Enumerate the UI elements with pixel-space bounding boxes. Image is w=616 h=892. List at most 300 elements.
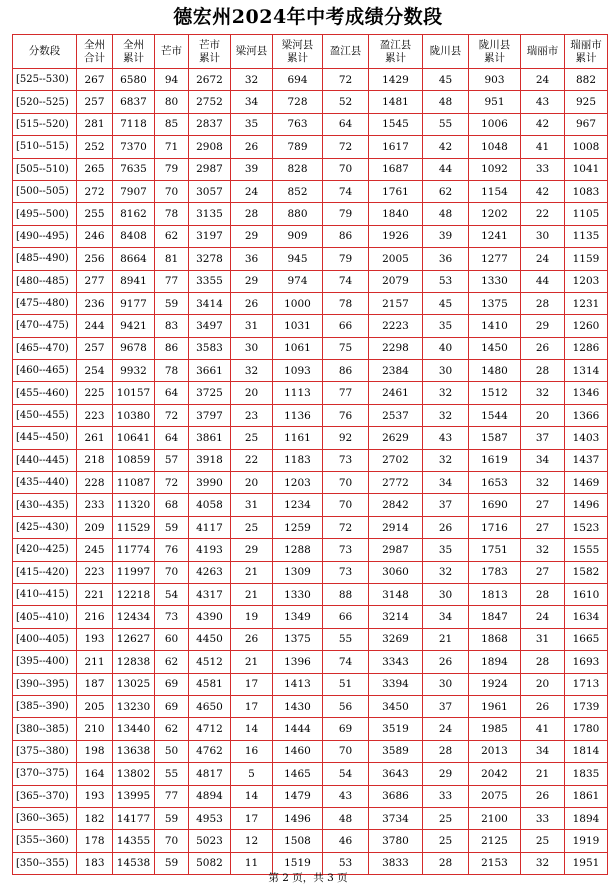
table-cell: 1653 bbox=[469, 472, 521, 494]
table-cell: 55 bbox=[155, 763, 189, 785]
table-cell: 1951 bbox=[565, 852, 608, 874]
table-cell: 85 bbox=[155, 113, 189, 135]
table-cell: 28 bbox=[423, 852, 469, 874]
table-cell: 267 bbox=[77, 69, 113, 91]
table-cell: 945 bbox=[273, 248, 323, 270]
table-cell: 1061 bbox=[273, 337, 323, 359]
table-cell: 2842 bbox=[369, 494, 423, 516]
table-cell: 12627 bbox=[113, 628, 155, 650]
table-cell: 32 bbox=[423, 449, 469, 471]
table-cell: 7907 bbox=[113, 180, 155, 202]
table-cell: 1496 bbox=[273, 807, 323, 829]
table-cell: 1479 bbox=[273, 785, 323, 807]
table-cell: 8162 bbox=[113, 203, 155, 225]
table-cell: 2772 bbox=[369, 472, 423, 494]
table-cell: 1437 bbox=[565, 449, 608, 471]
table-cell: 59 bbox=[155, 852, 189, 874]
table-cell: 1610 bbox=[565, 583, 608, 605]
table-cell: 925 bbox=[565, 91, 608, 113]
table-cell: 76 bbox=[323, 404, 369, 426]
table-cell: 20 bbox=[231, 472, 273, 494]
table-cell: 1444 bbox=[273, 718, 323, 740]
table-cell: 30 bbox=[521, 225, 565, 247]
table-cell: 27 bbox=[521, 516, 565, 538]
table-cell: 42 bbox=[521, 113, 565, 135]
table-cell: 1154 bbox=[469, 180, 521, 202]
table-row bbox=[13, 740, 608, 762]
table-row bbox=[13, 113, 608, 135]
table-cell: 11087 bbox=[113, 472, 155, 494]
table-cell: 12 bbox=[231, 830, 273, 852]
table-row bbox=[13, 136, 608, 158]
table-cell: 55 bbox=[323, 628, 369, 650]
table-cell: 28 bbox=[231, 203, 273, 225]
table-cell: 26 bbox=[423, 516, 469, 538]
table-cell: 11529 bbox=[113, 516, 155, 538]
table-cell: 1924 bbox=[469, 673, 521, 695]
table-cell: 2153 bbox=[469, 852, 521, 874]
table-cell: 728 bbox=[273, 91, 323, 113]
table-cell: 13638 bbox=[113, 740, 155, 762]
table-cell: 1481 bbox=[369, 91, 423, 113]
table-cell: 26 bbox=[231, 628, 273, 650]
table-cell: 77 bbox=[323, 382, 369, 404]
page-title: 德宏州2024年中考成绩分数段 bbox=[173, 6, 443, 28]
table-cell: 281 bbox=[77, 113, 113, 135]
table-cell: 34 bbox=[521, 740, 565, 762]
score-range-cell: [360--365) bbox=[13, 807, 77, 829]
table-cell: 10380 bbox=[113, 404, 155, 426]
table-cell: 2672 bbox=[189, 69, 231, 91]
table-cell: 86 bbox=[323, 360, 369, 382]
table-row bbox=[13, 830, 608, 852]
table-cell: 43 bbox=[521, 91, 565, 113]
table-cell: 1985 bbox=[469, 718, 521, 740]
score-range-cell: [430--435) bbox=[13, 494, 77, 516]
table-cell: 75 bbox=[323, 337, 369, 359]
table-cell: 17 bbox=[231, 695, 273, 717]
table-cell: 4712 bbox=[189, 718, 231, 740]
table-cell: 909 bbox=[273, 225, 323, 247]
table-cell: 3725 bbox=[189, 382, 231, 404]
table-cell: 4817 bbox=[189, 763, 231, 785]
table-cell: 255 bbox=[77, 203, 113, 225]
table-cell: 272 bbox=[77, 180, 113, 202]
table-cell: 28 bbox=[521, 292, 565, 314]
table-cell: 33 bbox=[521, 158, 565, 180]
table-cell: 54 bbox=[155, 583, 189, 605]
table-cell: 1840 bbox=[369, 203, 423, 225]
table-cell: 2223 bbox=[369, 315, 423, 337]
column-header: 分数段 bbox=[13, 35, 77, 69]
table-cell: 30 bbox=[423, 583, 469, 605]
table-cell: 29 bbox=[423, 763, 469, 785]
table-cell: 48 bbox=[423, 203, 469, 225]
table-cell: 1544 bbox=[469, 404, 521, 426]
table-cell: 2987 bbox=[369, 539, 423, 561]
table-row bbox=[13, 606, 608, 628]
table-cell: 178 bbox=[77, 830, 113, 852]
score-range-cell: [410--415) bbox=[13, 583, 77, 605]
table-cell: 1366 bbox=[565, 404, 608, 426]
table-cell: 25 bbox=[231, 516, 273, 538]
table-cell: 32 bbox=[521, 539, 565, 561]
table-cell: 1919 bbox=[565, 830, 608, 852]
table-cell: 26 bbox=[423, 651, 469, 673]
table-cell: 3734 bbox=[369, 807, 423, 829]
table-cell: 1135 bbox=[565, 225, 608, 247]
table-cell: 20 bbox=[521, 404, 565, 426]
page-footer: 第 2 页，共 3 页 bbox=[268, 872, 348, 884]
table-cell: 21 bbox=[231, 651, 273, 673]
score-range-cell: [450--455) bbox=[13, 404, 77, 426]
table-row bbox=[13, 292, 608, 314]
score-range-cell: [380--385) bbox=[13, 718, 77, 740]
table-cell: 73 bbox=[323, 539, 369, 561]
table-cell: 974 bbox=[273, 270, 323, 292]
table-cell: 1847 bbox=[469, 606, 521, 628]
table-cell: 33 bbox=[423, 785, 469, 807]
table-cell: 29 bbox=[231, 539, 273, 561]
table-cell: 11 bbox=[231, 852, 273, 874]
table-row bbox=[13, 337, 608, 359]
score-range-cell: [365--370) bbox=[13, 785, 77, 807]
score-range-cell: [465--470) bbox=[13, 337, 77, 359]
table-row bbox=[13, 360, 608, 382]
table-cell: 4581 bbox=[189, 673, 231, 695]
table-cell: 24 bbox=[423, 718, 469, 740]
column-header: 梁河县 累计 bbox=[273, 35, 323, 69]
table-cell: 4117 bbox=[189, 516, 231, 538]
table-cell: 9678 bbox=[113, 337, 155, 359]
table-cell: 32 bbox=[423, 561, 469, 583]
table-cell: 1396 bbox=[273, 651, 323, 673]
table-cell: 69 bbox=[155, 695, 189, 717]
table-cell: 72 bbox=[323, 69, 369, 91]
table-cell: 3661 bbox=[189, 360, 231, 382]
table-cell: 1429 bbox=[369, 69, 423, 91]
table-cell: 35 bbox=[231, 113, 273, 135]
table-cell: 34 bbox=[231, 91, 273, 113]
table-row bbox=[13, 807, 608, 829]
score-range-cell: [415--420) bbox=[13, 561, 77, 583]
table-cell: 1375 bbox=[469, 292, 521, 314]
table-cell: 39 bbox=[231, 158, 273, 180]
table-body bbox=[13, 69, 608, 875]
table-cell: 24 bbox=[521, 606, 565, 628]
table-cell: 22 bbox=[231, 449, 273, 471]
score-distribution-table bbox=[12, 34, 608, 875]
table-cell: 7370 bbox=[113, 136, 155, 158]
table-row bbox=[13, 91, 608, 113]
table-cell: 1761 bbox=[369, 180, 423, 202]
score-range-cell: [440--445) bbox=[13, 449, 77, 471]
table-row bbox=[13, 203, 608, 225]
table-cell: 3394 bbox=[369, 673, 423, 695]
table-cell: 1469 bbox=[565, 472, 608, 494]
table-cell: 8664 bbox=[113, 248, 155, 270]
table-cell: 3278 bbox=[189, 248, 231, 270]
table-row bbox=[13, 516, 608, 538]
table-cell: 73 bbox=[323, 449, 369, 471]
score-range-cell: [500--505) bbox=[13, 180, 77, 202]
score-range-cell: [505--510) bbox=[13, 158, 77, 180]
table-cell: 42 bbox=[521, 180, 565, 202]
table-cell: 1783 bbox=[469, 561, 521, 583]
table-cell: 26 bbox=[521, 695, 565, 717]
table-cell: 2629 bbox=[369, 427, 423, 449]
table-cell: 1480 bbox=[469, 360, 521, 382]
table-cell: 3450 bbox=[369, 695, 423, 717]
table-cell: 1545 bbox=[369, 113, 423, 135]
table-cell: 3148 bbox=[369, 583, 423, 605]
table-cell: 3355 bbox=[189, 270, 231, 292]
table-cell: 223 bbox=[77, 561, 113, 583]
table-cell: 3519 bbox=[369, 718, 423, 740]
table-cell: 70 bbox=[323, 494, 369, 516]
table-cell: 80 bbox=[155, 91, 189, 113]
table-cell: 26 bbox=[231, 292, 273, 314]
table-cell: 1113 bbox=[273, 382, 323, 404]
table-cell: 17 bbox=[231, 807, 273, 829]
table-cell: 56 bbox=[323, 695, 369, 717]
table-cell: 29 bbox=[231, 225, 273, 247]
table-cell: 265 bbox=[77, 158, 113, 180]
table-cell: 35 bbox=[423, 539, 469, 561]
table-cell: 55 bbox=[423, 113, 469, 135]
table-cell: 26 bbox=[521, 785, 565, 807]
table-cell: 694 bbox=[273, 69, 323, 91]
table-cell: 81 bbox=[155, 248, 189, 270]
table-cell: 1716 bbox=[469, 516, 521, 538]
score-range-cell: [455--460) bbox=[13, 382, 77, 404]
table-cell: 70 bbox=[155, 830, 189, 852]
table-cell: 1136 bbox=[273, 404, 323, 426]
table-cell: 1183 bbox=[273, 449, 323, 471]
table-cell: 32 bbox=[423, 404, 469, 426]
table-cell: 3686 bbox=[369, 785, 423, 807]
table-cell: 1926 bbox=[369, 225, 423, 247]
table-cell: 3497 bbox=[189, 315, 231, 337]
table-cell: 25 bbox=[423, 807, 469, 829]
score-range-cell: [515--520) bbox=[13, 113, 77, 135]
table-cell: 3414 bbox=[189, 292, 231, 314]
table-cell: 74 bbox=[323, 180, 369, 202]
table-cell: 14 bbox=[231, 718, 273, 740]
table-cell: 1508 bbox=[273, 830, 323, 852]
table-cell: 79 bbox=[155, 158, 189, 180]
table-cell: 31 bbox=[521, 628, 565, 650]
table-cell: 42 bbox=[423, 136, 469, 158]
table-cell: 3135 bbox=[189, 203, 231, 225]
table-cell: 10641 bbox=[113, 427, 155, 449]
table-row bbox=[13, 651, 608, 673]
table-cell: 198 bbox=[77, 740, 113, 762]
table-cell: 59 bbox=[155, 516, 189, 538]
score-range-cell: [385--390) bbox=[13, 695, 77, 717]
table-cell: 1713 bbox=[565, 673, 608, 695]
table-cell: 2298 bbox=[369, 337, 423, 359]
table-cell: 32 bbox=[521, 852, 565, 874]
table-cell: 21 bbox=[231, 561, 273, 583]
table-cell: 45 bbox=[423, 292, 469, 314]
table-cell: 1582 bbox=[565, 561, 608, 583]
table-cell: 11774 bbox=[113, 539, 155, 561]
table-cell: 30 bbox=[423, 673, 469, 695]
table-cell: 1286 bbox=[565, 337, 608, 359]
table-cell: 182 bbox=[77, 807, 113, 829]
table-cell: 2461 bbox=[369, 382, 423, 404]
table-cell: 2079 bbox=[369, 270, 423, 292]
table-cell: 1375 bbox=[273, 628, 323, 650]
table-cell: 70 bbox=[155, 561, 189, 583]
table-cell: 57 bbox=[155, 449, 189, 471]
table-cell: 1835 bbox=[565, 763, 608, 785]
table-cell: 16 bbox=[231, 740, 273, 762]
table-cell: 64 bbox=[155, 382, 189, 404]
table-cell: 7118 bbox=[113, 113, 155, 135]
table-cell: 6837 bbox=[113, 91, 155, 113]
table-cell: 32 bbox=[521, 472, 565, 494]
table-cell: 1868 bbox=[469, 628, 521, 650]
table-cell: 25 bbox=[231, 427, 273, 449]
table-cell: 4953 bbox=[189, 807, 231, 829]
table-cell: 9932 bbox=[113, 360, 155, 382]
table-cell: 1894 bbox=[565, 807, 608, 829]
table-cell: 19 bbox=[231, 606, 273, 628]
column-header: 陇川县 累计 bbox=[469, 35, 521, 69]
table-cell: 252 bbox=[77, 136, 113, 158]
table-row bbox=[13, 763, 608, 785]
column-header: 全州 累计 bbox=[113, 35, 155, 69]
column-header: 芒市 累计 bbox=[189, 35, 231, 69]
table-cell: 14538 bbox=[113, 852, 155, 874]
table-cell: 1634 bbox=[565, 606, 608, 628]
table-row bbox=[13, 561, 608, 583]
table-cell: 5082 bbox=[189, 852, 231, 874]
table-cell: 1231 bbox=[565, 292, 608, 314]
table-cell: 11997 bbox=[113, 561, 155, 583]
table-cell: 257 bbox=[77, 91, 113, 113]
table-cell: 2914 bbox=[369, 516, 423, 538]
table-cell: 36 bbox=[231, 248, 273, 270]
score-range-cell: [495--500) bbox=[13, 203, 77, 225]
table-cell: 68 bbox=[155, 494, 189, 516]
table-cell: 254 bbox=[77, 360, 113, 382]
table-cell: 77 bbox=[155, 270, 189, 292]
table-cell: 1288 bbox=[273, 539, 323, 561]
table-cell: 9177 bbox=[113, 292, 155, 314]
table-cell: 1083 bbox=[565, 180, 608, 202]
table-cell: 26 bbox=[231, 136, 273, 158]
table-cell: 22 bbox=[521, 203, 565, 225]
table-cell: 1093 bbox=[273, 360, 323, 382]
table-cell: 78 bbox=[155, 203, 189, 225]
table-cell: 951 bbox=[469, 91, 521, 113]
table-cell: 1234 bbox=[273, 494, 323, 516]
table-cell: 41 bbox=[521, 718, 565, 740]
table-cell: 1006 bbox=[469, 113, 521, 135]
table-cell: 5023 bbox=[189, 830, 231, 852]
table-cell: 1105 bbox=[565, 203, 608, 225]
table-cell: 2100 bbox=[469, 807, 521, 829]
table-cell: 2075 bbox=[469, 785, 521, 807]
table-cell: 66 bbox=[323, 606, 369, 628]
table-cell: 8941 bbox=[113, 270, 155, 292]
table-cell: 882 bbox=[565, 69, 608, 91]
table-row bbox=[13, 158, 608, 180]
score-range-cell: [510--515) bbox=[13, 136, 77, 158]
score-range-cell: [390--395) bbox=[13, 673, 77, 695]
table-cell: 62 bbox=[155, 225, 189, 247]
table-cell: 4193 bbox=[189, 539, 231, 561]
table-cell: 66 bbox=[323, 315, 369, 337]
table-cell: 73 bbox=[323, 561, 369, 583]
table-cell: 1000 bbox=[273, 292, 323, 314]
table-cell: 13230 bbox=[113, 695, 155, 717]
score-range-cell: [395--400) bbox=[13, 651, 77, 673]
table-cell: 48 bbox=[323, 807, 369, 829]
table-row bbox=[13, 315, 608, 337]
column-header: 瑞丽市 bbox=[521, 35, 565, 69]
table-cell: 1519 bbox=[273, 852, 323, 874]
table-cell: 1687 bbox=[369, 158, 423, 180]
table-cell: 1048 bbox=[469, 136, 521, 158]
table-cell: 3833 bbox=[369, 852, 423, 874]
table-cell: 13440 bbox=[113, 718, 155, 740]
table-cell: 211 bbox=[77, 651, 113, 673]
table-cell: 64 bbox=[323, 113, 369, 135]
table-cell: 69 bbox=[323, 718, 369, 740]
table-cell: 1330 bbox=[469, 270, 521, 292]
table-cell: 245 bbox=[77, 539, 113, 561]
table-cell: 256 bbox=[77, 248, 113, 270]
table-cell: 1330 bbox=[273, 583, 323, 605]
table-cell: 2125 bbox=[469, 830, 521, 852]
table-cell: 79 bbox=[323, 248, 369, 270]
table-cell: 1346 bbox=[565, 382, 608, 404]
table-cell: 12838 bbox=[113, 651, 155, 673]
score-range-cell: [370--375) bbox=[13, 763, 77, 785]
table-cell: 4650 bbox=[189, 695, 231, 717]
table-cell: 1430 bbox=[273, 695, 323, 717]
table-row bbox=[13, 785, 608, 807]
table-cell: 1450 bbox=[469, 337, 521, 359]
table-cell: 44 bbox=[521, 270, 565, 292]
table-cell: 36 bbox=[423, 248, 469, 270]
table-cell: 20 bbox=[521, 673, 565, 695]
table-cell: 39 bbox=[423, 225, 469, 247]
table-cell: 70 bbox=[323, 158, 369, 180]
table-cell: 86 bbox=[155, 337, 189, 359]
table-cell: 1751 bbox=[469, 539, 521, 561]
table-cell: 12218 bbox=[113, 583, 155, 605]
table-cell: 40 bbox=[423, 337, 469, 359]
table-cell: 5 bbox=[231, 763, 273, 785]
table-cell: 3197 bbox=[189, 225, 231, 247]
table-cell: 11320 bbox=[113, 494, 155, 516]
table-cell: 44 bbox=[423, 158, 469, 180]
table-cell: 1961 bbox=[469, 695, 521, 717]
table-cell: 1008 bbox=[565, 136, 608, 158]
table-cell: 205 bbox=[77, 695, 113, 717]
table-cell: 1159 bbox=[565, 248, 608, 270]
column-header: 芒市 bbox=[155, 35, 189, 69]
table-cell: 74 bbox=[323, 651, 369, 673]
table-cell: 1349 bbox=[273, 606, 323, 628]
table-cell: 73 bbox=[155, 606, 189, 628]
table-cell: 4762 bbox=[189, 740, 231, 762]
